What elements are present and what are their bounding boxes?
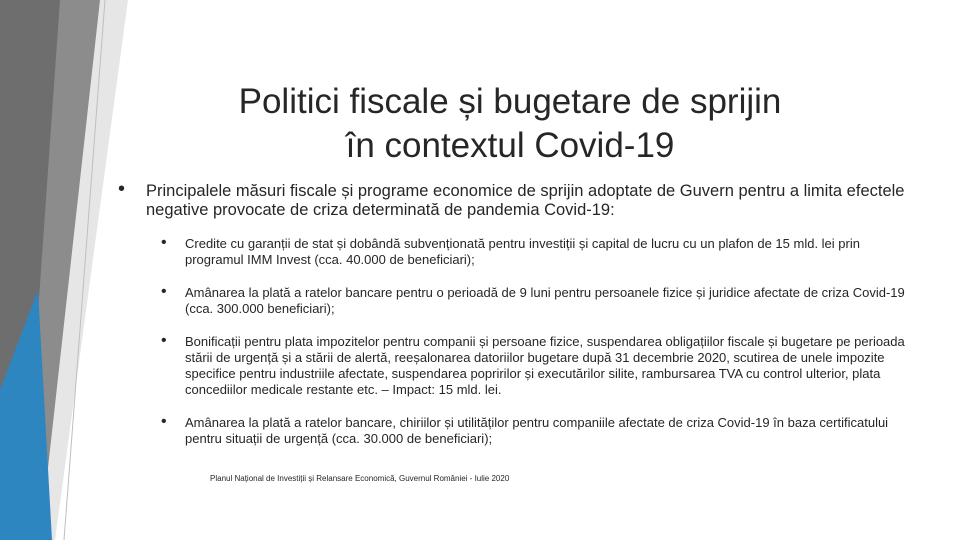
sub-point-text: Credite cu garanții de stat și dobândă subvenționată pentru investiții și capital de lucru cu un plafon de 15 mld. lei prin programul IMM Invest (cca. 40.000 de beneficiari);	[185, 236, 860, 267]
sub-point-text: Amânarea la plată a ratelor bancare pentru o perioadă de 9 luni pentru persoanele fizice și juridice afectate de criza Covid-19 (cca. 300.000 beneficiari);	[185, 285, 905, 316]
bullet-icon: •	[118, 178, 126, 200]
bullet-icon: •	[161, 283, 167, 300]
main-point-text: Principalele măsuri fiscale și programe economice de sprijin adoptate de Guvern pentru a limita efectele negative provocate de criza determinată de pandemia Covid-19:	[146, 182, 905, 219]
sub-list	[146, 236, 918, 447]
bullet-icon: •	[161, 332, 167, 349]
sub-point-text: Amânarea la plată a ratelor bancare, chiriilor și utilităților pentru companiile afectate de criza Covid-19 în baza certificatului pentru situații de urgență (cca. 30.000 de beneficiari);	[185, 415, 889, 446]
sub-list-item	[146, 334, 920, 398]
sub-list-item	[146, 236, 920, 268]
title-line-1: Politici fiscale și bugetare de sprijin	[238, 82, 782, 121]
main-bullet-item	[118, 178, 918, 447]
content-list	[118, 178, 918, 464]
title-line-2: în contextul Covid-19	[345, 126, 675, 165]
bullet-icon: •	[161, 234, 167, 251]
sub-list-item	[146, 415, 920, 447]
sub-list-item	[146, 285, 920, 317]
source-footnote: Planul Național de Investiții și Relansare Economică, Guvernul României - Iulie 2020	[210, 474, 510, 483]
slide-title	[170, 80, 850, 168]
sub-point-text: Bonificații pentru plata impozitelor pentru companii și persoane fizice, suspendarea obligațiilor fiscale și bugetare pe perioada stării de urgență și a stării de alertă, reeșalonarea datoriilor bugetare după 31 decembrie 2020, scutirea de unele impozite specifice pentru industriile afectate, suspendarea popririlor și executărilor silite, rambursarea TVA cu control ulterior, plata concediilor medicale restante etc. – Impact: 15 mld. lei.	[185, 334, 905, 397]
bullet-icon: •	[161, 413, 167, 430]
